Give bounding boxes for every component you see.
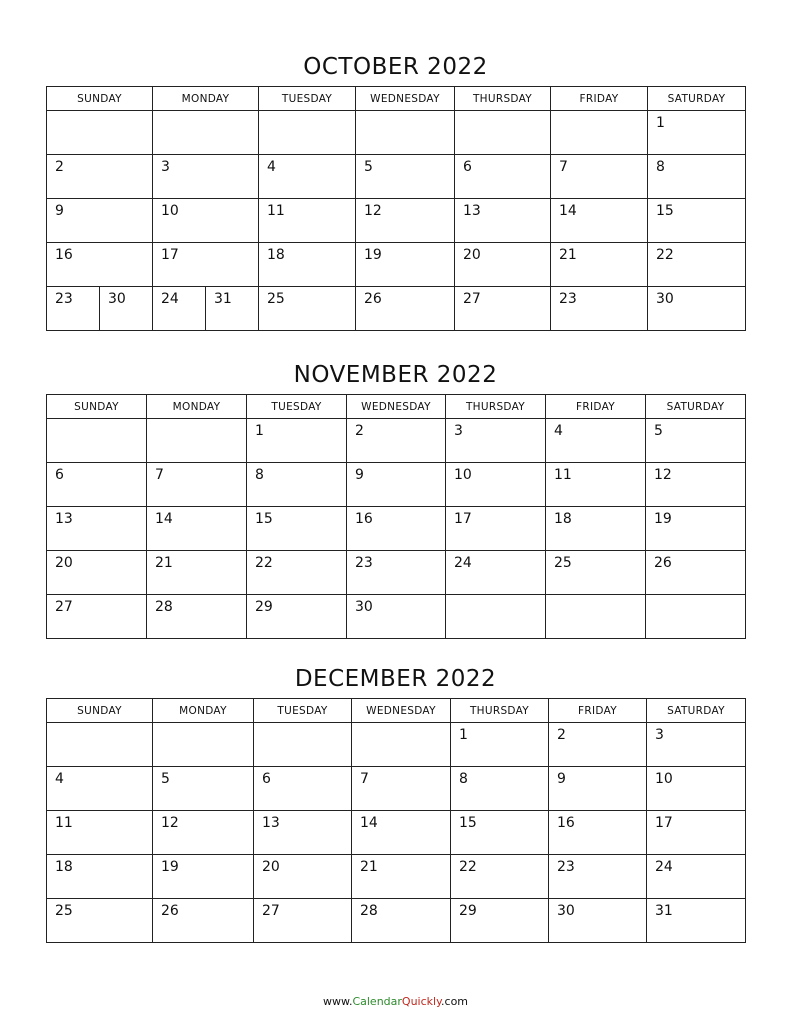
day-cell: 24 (446, 551, 546, 595)
weekday-label: THURSDAY (451, 699, 549, 723)
month-november (46, 356, 745, 639)
weekday-label: SATURDAY (648, 87, 746, 111)
day-cell (546, 595, 646, 639)
day-cell (47, 723, 153, 767)
day-cell: 5 (356, 155, 455, 199)
day-cell: 29 (247, 595, 347, 639)
footer-brand-a: Calendar (352, 995, 402, 1008)
day-cell (356, 111, 455, 155)
day-number: 24 (161, 291, 179, 307)
day-cell: 9 (549, 767, 647, 811)
weekday-label: TUESDAY (254, 699, 352, 723)
day-cell: 11 (259, 199, 356, 243)
day-cell: 10 (153, 199, 259, 243)
day-cell: 11 (47, 811, 153, 855)
day-cell (254, 723, 352, 767)
weekday-label: SATURDAY (647, 699, 746, 723)
day-cell: 27 (254, 899, 352, 943)
day-cell: 26 (646, 551, 746, 595)
week-row (47, 243, 746, 287)
month-title: NOVEMBER 2022 (293, 362, 498, 388)
day-cell: 4 (546, 419, 646, 463)
day-cell: 5 (646, 419, 746, 463)
day-cell: 13 (47, 507, 147, 551)
day-cell: 12 (356, 199, 455, 243)
day-cell: 20 (455, 243, 551, 287)
day-cell: 19 (356, 243, 455, 287)
weekday-label: SUNDAY (47, 699, 153, 723)
day-cell: 24 (647, 855, 746, 899)
day-cell: 2 (347, 419, 446, 463)
day-cell: 27 (47, 595, 147, 639)
weekday-label: MONDAY (153, 699, 254, 723)
day-cell: 28 (352, 899, 451, 943)
day-cell: 6 (47, 463, 147, 507)
day-cell: 3 (153, 155, 259, 199)
day-cell: 20 (47, 551, 147, 595)
weekday-label: SATURDAY (646, 395, 746, 419)
day-cell: 7 (352, 767, 451, 811)
day-cell: 7 (147, 463, 247, 507)
weekday-label: TUESDAY (247, 395, 347, 419)
day-cell: 2 (549, 723, 647, 767)
day-cell (646, 595, 746, 639)
week-row (47, 551, 746, 595)
week-row (47, 595, 746, 639)
day-cell: 14 (352, 811, 451, 855)
day-cell: 27 (455, 287, 551, 331)
day-cell (551, 111, 648, 155)
day-cell: 6 (455, 155, 551, 199)
footer-brand-b: Quickly (401, 995, 442, 1008)
day-cell: 18 (259, 243, 356, 287)
day-cell: 21 (147, 551, 247, 595)
footer-prefix: www. (322, 995, 353, 1008)
day-cell: 6 (254, 767, 352, 811)
week-row (47, 287, 746, 331)
day-cell: 15 (648, 199, 746, 243)
day-cell (153, 723, 254, 767)
day-cell: 23 (551, 287, 648, 331)
day-cell: 26 (153, 899, 254, 943)
day-cell: 12 (646, 463, 746, 507)
day-cell: 19 (153, 855, 254, 899)
month-title: OCTOBER 2022 (303, 54, 488, 80)
day-cell: 22 (451, 855, 549, 899)
weekday-header-row (47, 395, 746, 419)
weekday-label: THURSDAY (455, 87, 551, 111)
day-cell: 1 (648, 111, 746, 155)
day-cell: 17 (647, 811, 746, 855)
week-row (47, 899, 746, 943)
day-cell: 8 (648, 155, 746, 199)
weekday-label: MONDAY (147, 395, 247, 419)
week-row (47, 463, 746, 507)
day-cell: 10 (446, 463, 546, 507)
week-row (47, 111, 746, 155)
day-cell: 13 (455, 199, 551, 243)
day-cell: 4 (47, 767, 153, 811)
day-cell: 30 (648, 287, 746, 331)
day-cell: 21 (551, 243, 648, 287)
weekday-label: WEDNESDAY (352, 699, 451, 723)
week-row (47, 767, 746, 811)
day-cell (455, 111, 551, 155)
weekday-label: FRIDAY (546, 395, 646, 419)
day-cell: 26 (356, 287, 455, 331)
footer-suffix: .com (441, 995, 469, 1008)
day-cell (147, 419, 247, 463)
day-cell (47, 111, 153, 155)
day-cell: 30 (549, 899, 647, 943)
weekday-label: SUNDAY (47, 395, 147, 419)
day-cell (352, 723, 451, 767)
day-cell: 7 (551, 155, 648, 199)
day-cell: 25 (546, 551, 646, 595)
day-cell: 10 (647, 767, 746, 811)
weekday-label: WEDNESDAY (356, 87, 455, 111)
day-cell: 23 (347, 551, 446, 595)
day-cell: 1 (451, 723, 549, 767)
day-cell: 18 (47, 855, 153, 899)
day-cell: 17 (446, 507, 546, 551)
day-cell: 22 (648, 243, 746, 287)
day-cell (259, 111, 356, 155)
week-row (47, 723, 746, 767)
day-cell: 25 (47, 899, 153, 943)
day-cell: 13 (254, 811, 352, 855)
day-cell: 8 (247, 463, 347, 507)
weekday-label: THURSDAY (446, 395, 546, 419)
footer-website-link[interactable] (0, 995, 791, 1008)
day-cell: 16 (47, 243, 153, 287)
day-cell: 20 (254, 855, 352, 899)
day-cell: 23 (549, 855, 647, 899)
calendar-grid (46, 86, 746, 331)
calendar-grid (46, 698, 746, 943)
day-cell (47, 419, 147, 463)
day-cell: 11 (546, 463, 646, 507)
calendar-grid (46, 394, 746, 639)
weekday-label: FRIDAY (549, 699, 647, 723)
month-december (46, 660, 745, 943)
month-october (46, 48, 745, 331)
day-cell: 14 (551, 199, 648, 243)
day-cell: 17 (153, 243, 259, 287)
day-cell: 16 (347, 507, 446, 551)
day-cell: 2 (47, 155, 153, 199)
day-cell: 22 (247, 551, 347, 595)
week-row (47, 507, 746, 551)
month-title: DECEMBER 2022 (294, 666, 497, 692)
day-cell-split (47, 287, 153, 331)
day-number: 30 (99, 287, 152, 330)
weekday-label: FRIDAY (551, 87, 648, 111)
week-row (47, 199, 746, 243)
day-cell: 30 (347, 595, 446, 639)
day-cell: 9 (47, 199, 153, 243)
day-cell: 1 (247, 419, 347, 463)
day-cell: 15 (451, 811, 549, 855)
weekday-header-row (47, 699, 746, 723)
day-cell: 4 (259, 155, 356, 199)
day-cell: 15 (247, 507, 347, 551)
week-row (47, 855, 746, 899)
weekday-label: TUESDAY (259, 87, 356, 111)
day-cell (446, 595, 546, 639)
day-cell: 19 (646, 507, 746, 551)
day-cell: 18 (546, 507, 646, 551)
day-cell: 31 (647, 899, 746, 943)
week-row (47, 155, 746, 199)
day-cell: 9 (347, 463, 446, 507)
day-cell: 25 (259, 287, 356, 331)
day-cell: 3 (647, 723, 746, 767)
weekday-label: MONDAY (153, 87, 259, 111)
day-cell (153, 111, 259, 155)
day-cell: 3 (446, 419, 546, 463)
weekday-header-row (47, 87, 746, 111)
day-cell: 28 (147, 595, 247, 639)
day-cell-split (153, 287, 259, 331)
week-row (47, 419, 746, 463)
day-cell: 8 (451, 767, 549, 811)
weekday-label: SUNDAY (47, 87, 153, 111)
week-row (47, 811, 746, 855)
day-number: 23 (55, 291, 73, 307)
day-cell: 5 (153, 767, 254, 811)
day-cell: 16 (549, 811, 647, 855)
day-cell: 29 (451, 899, 549, 943)
day-cell: 14 (147, 507, 247, 551)
day-cell: 12 (153, 811, 254, 855)
day-number: 31 (205, 287, 258, 330)
weekday-label: WEDNESDAY (347, 395, 446, 419)
day-cell: 21 (352, 855, 451, 899)
